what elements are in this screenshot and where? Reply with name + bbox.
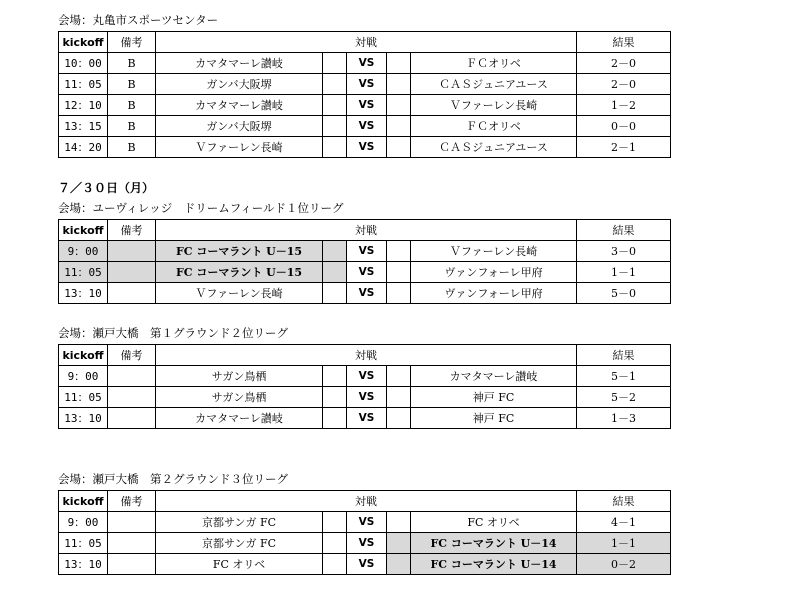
away-team: FC コーマラント U－14 xyxy=(411,533,577,554)
vs-label: VS xyxy=(347,554,387,575)
vs-label: VS xyxy=(347,241,387,262)
spacer-cell xyxy=(387,366,411,387)
note-cell xyxy=(108,283,156,304)
kickoff-header: kickoff xyxy=(59,220,108,241)
kickoff-header: kickoff xyxy=(59,491,108,512)
vs-label: VS xyxy=(347,74,387,95)
spacer-cell xyxy=(323,533,347,554)
home-team: FC コーマラント U－15 xyxy=(156,241,323,262)
spacer-cell xyxy=(323,137,347,158)
kickoff-header: kickoff xyxy=(59,345,108,366)
table-row xyxy=(59,262,671,283)
kickoff-time: 9：00 xyxy=(59,366,108,387)
away-team: FC オリベ xyxy=(411,512,577,533)
result-header: 結果 xyxy=(577,32,671,53)
result-cell: 2－1 xyxy=(577,137,671,158)
table-row xyxy=(59,283,671,304)
kickoff-time: 13：10 xyxy=(59,283,108,304)
header-row xyxy=(59,345,671,366)
table-row xyxy=(59,387,671,408)
result-cell: 0－0 xyxy=(577,116,671,137)
note-cell: B xyxy=(108,74,156,95)
vs-label: VS xyxy=(347,283,387,304)
table-row xyxy=(59,53,671,74)
away-team: ＦＣオリベ xyxy=(411,116,577,137)
result-cell: 1－3 xyxy=(577,408,671,429)
note-cell: B xyxy=(108,137,156,158)
home-team: サガン鳥栖 xyxy=(156,366,323,387)
table-row xyxy=(59,533,671,554)
result-cell: 1－1 xyxy=(577,533,671,554)
note-cell xyxy=(108,387,156,408)
venue-title: 会場：丸亀市スポーツセンター xyxy=(58,13,219,27)
home-team: 京都サンガ FC xyxy=(156,512,323,533)
match-header: 対戦 xyxy=(156,220,577,241)
spacer-cell xyxy=(323,512,347,533)
note-cell xyxy=(108,554,156,575)
note-cell: B xyxy=(108,95,156,116)
table-row xyxy=(59,554,671,575)
result-cell: 1－1 xyxy=(577,262,671,283)
spacer-cell xyxy=(387,408,411,429)
note-cell: B xyxy=(108,116,156,137)
vs-label: VS xyxy=(347,116,387,137)
away-team: ＦＣオリベ xyxy=(411,53,577,74)
vs-label: VS xyxy=(347,366,387,387)
note-cell xyxy=(108,262,156,283)
kickoff-time: 13：15 xyxy=(59,116,108,137)
result-cell: 1－2 xyxy=(577,95,671,116)
away-team: ＣＡＳジュニアユース xyxy=(411,74,577,95)
home-team: Ｖファーレン長崎 xyxy=(156,283,323,304)
kickoff-time: 9：00 xyxy=(59,241,108,262)
table-row xyxy=(59,241,671,262)
away-team: ＣＡＳジュニアユース xyxy=(411,137,577,158)
spacer-cell xyxy=(323,554,347,575)
remarks-header: 備考 xyxy=(108,32,156,53)
result-cell: 5－0 xyxy=(577,283,671,304)
table-row xyxy=(59,512,671,533)
result-header: 結果 xyxy=(577,491,671,512)
home-team: カマタマーレ讃岐 xyxy=(156,95,323,116)
result-cell: 2－0 xyxy=(577,74,671,95)
kickoff-time: 9：00 xyxy=(59,512,108,533)
spacer-cell xyxy=(387,137,411,158)
spacer-cell xyxy=(323,283,347,304)
table-row xyxy=(59,366,671,387)
spacer-cell xyxy=(387,262,411,283)
home-team: カマタマーレ讃岐 xyxy=(156,53,323,74)
table-row xyxy=(59,95,671,116)
spacer-cell xyxy=(387,116,411,137)
header-row xyxy=(59,220,671,241)
result-cell: 3－0 xyxy=(577,241,671,262)
result-cell: 5－1 xyxy=(577,366,671,387)
kickoff-time: 14：20 xyxy=(59,137,108,158)
schedule-table xyxy=(58,344,671,429)
vs-label: VS xyxy=(347,387,387,408)
spacer-cell xyxy=(387,53,411,74)
schedule-table xyxy=(58,490,671,575)
spacer-cell xyxy=(387,95,411,116)
away-team: 神戸 FC xyxy=(411,408,577,429)
vs-label: VS xyxy=(347,533,387,554)
header-row xyxy=(59,491,671,512)
result-cell: 0－2 xyxy=(577,554,671,575)
away-team: ヴァンフォーレ甲府 xyxy=(411,283,577,304)
note-cell xyxy=(108,512,156,533)
vs-label: VS xyxy=(347,408,387,429)
away-team: ヴァンフォーレ甲府 xyxy=(411,262,577,283)
spacer-cell xyxy=(323,408,347,429)
table-row xyxy=(59,137,671,158)
venue-title: 会場：瀬戸大橋 第２グラウンド３位リーグ xyxy=(58,472,288,486)
note-cell xyxy=(108,241,156,262)
spacer-cell xyxy=(323,366,347,387)
venue-title: 会場：瀬戸大橋 第１グラウンド２位リーグ xyxy=(58,326,288,340)
result-cell: 2－0 xyxy=(577,53,671,74)
kickoff-time: 10：00 xyxy=(59,53,108,74)
kickoff-time: 12：10 xyxy=(59,95,108,116)
vs-label: VS xyxy=(347,262,387,283)
spacer-cell xyxy=(323,262,347,283)
match-header: 対戦 xyxy=(156,345,577,366)
away-team: FC コーマラント U－14 xyxy=(411,554,577,575)
away-team: Ｖファーレン長崎 xyxy=(411,95,577,116)
spacer-cell xyxy=(387,512,411,533)
kickoff-time: 11：05 xyxy=(59,262,108,283)
header-row xyxy=(59,32,671,53)
spacer-cell xyxy=(323,53,347,74)
note-cell: B xyxy=(108,53,156,74)
away-team: 神戸 FC xyxy=(411,387,577,408)
spacer-cell xyxy=(387,554,411,575)
spacer-cell xyxy=(387,241,411,262)
match-header: 対戦 xyxy=(156,491,577,512)
venue-title: 会場：ユーヴィレッジ ドリームフィールド１位リーグ xyxy=(58,201,344,215)
spacer-cell xyxy=(323,241,347,262)
kickoff-time: 13：10 xyxy=(59,408,108,429)
kickoff-time: 13：10 xyxy=(59,554,108,575)
home-team: ガンバ大阪堺 xyxy=(156,74,323,95)
spacer-cell xyxy=(387,533,411,554)
table-row xyxy=(59,74,671,95)
date-heading: ７／３０日（月） xyxy=(58,181,155,195)
result-header: 結果 xyxy=(577,220,671,241)
spacer-cell xyxy=(323,116,347,137)
home-team: Ｖファーレン長崎 xyxy=(156,137,323,158)
schedule-table xyxy=(58,31,671,158)
note-cell xyxy=(108,408,156,429)
remarks-header: 備考 xyxy=(108,220,156,241)
vs-label: VS xyxy=(347,95,387,116)
home-team: カマタマーレ讃岐 xyxy=(156,408,323,429)
spacer-cell xyxy=(323,74,347,95)
match-header: 対戦 xyxy=(156,32,577,53)
remarks-header: 備考 xyxy=(108,491,156,512)
away-team: カマタマーレ讃岐 xyxy=(411,366,577,387)
spacer-cell xyxy=(323,95,347,116)
schedule-table xyxy=(58,219,671,304)
spacer-cell xyxy=(387,283,411,304)
vs-label: VS xyxy=(347,512,387,533)
vs-label: VS xyxy=(347,137,387,158)
result-cell: 5－2 xyxy=(577,387,671,408)
vs-label: VS xyxy=(347,53,387,74)
note-cell xyxy=(108,366,156,387)
spacer-cell xyxy=(387,387,411,408)
kickoff-time: 11：05 xyxy=(59,74,108,95)
result-cell: 4－1 xyxy=(577,512,671,533)
kickoff-time: 11：05 xyxy=(59,387,108,408)
away-team: Ｖファーレン長崎 xyxy=(411,241,577,262)
home-team: FC オリベ xyxy=(156,554,323,575)
table-row xyxy=(59,116,671,137)
home-team: 京都サンガ FC xyxy=(156,533,323,554)
table-row xyxy=(59,408,671,429)
remarks-header: 備考 xyxy=(108,345,156,366)
kickoff-header: kickoff xyxy=(59,32,108,53)
home-team: ガンバ大阪堺 xyxy=(156,116,323,137)
kickoff-time: 11：05 xyxy=(59,533,108,554)
home-team: FC コーマラント U－15 xyxy=(156,262,323,283)
spacer-cell xyxy=(323,387,347,408)
note-cell xyxy=(108,533,156,554)
result-header: 結果 xyxy=(577,345,671,366)
home-team: サガン鳥栖 xyxy=(156,387,323,408)
spacer-cell xyxy=(387,74,411,95)
